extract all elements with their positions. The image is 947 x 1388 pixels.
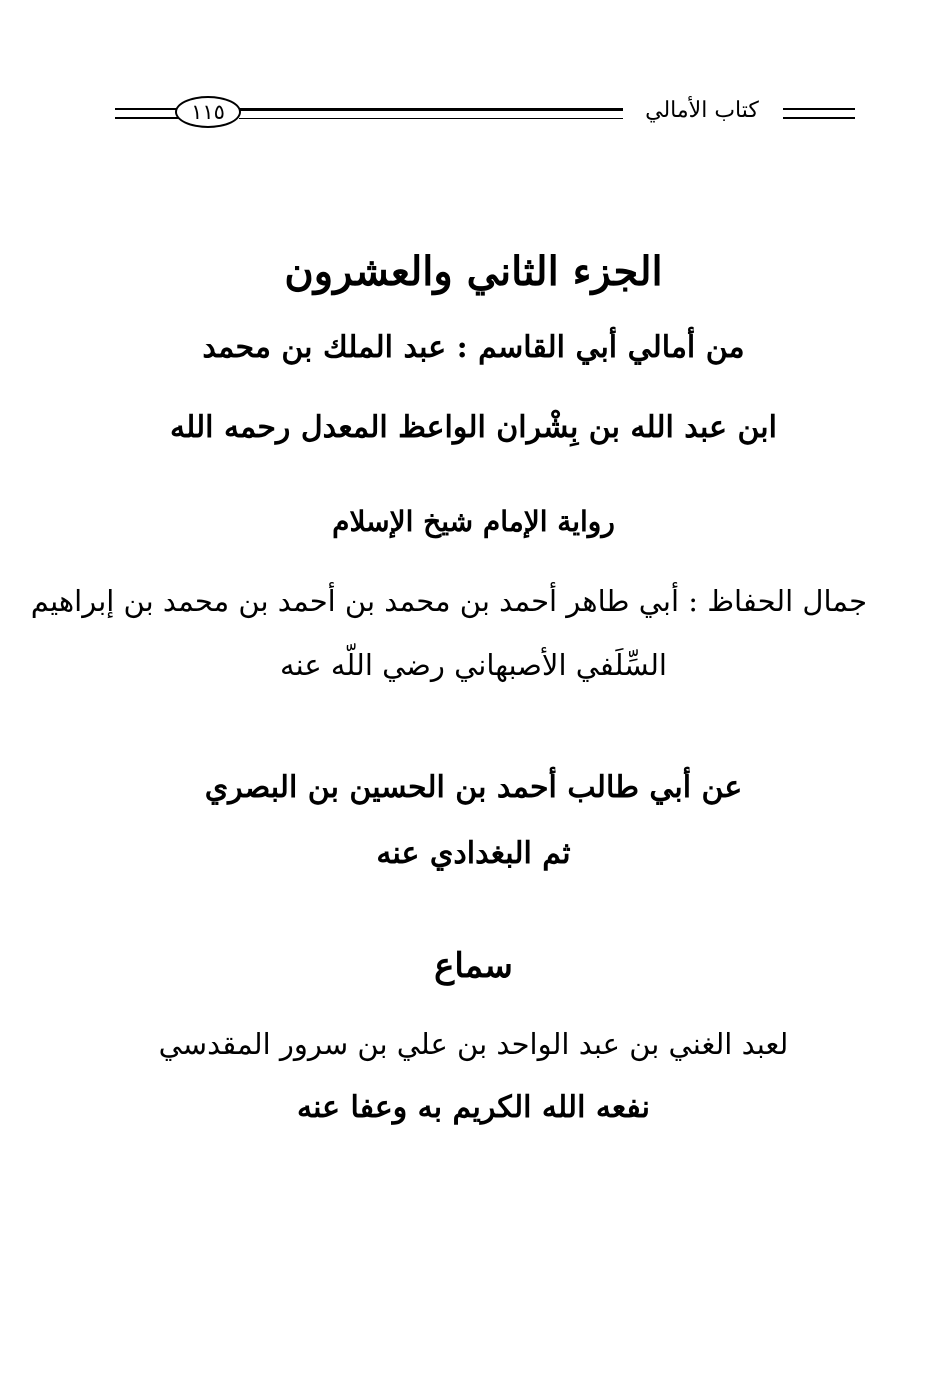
samaa-heading: سماع <box>434 946 513 986</box>
header-rule-middle <box>239 108 623 119</box>
riwaya-line-2: السِّلَفي الأصبهاني رضي اللّه عنه <box>280 648 667 682</box>
an-line-1: عن أبي طالب أحمد بن الحسين بن البصري <box>204 770 743 805</box>
riwaya-heading: رواية الإمام شيخ الإسلام <box>332 505 615 538</box>
samaa-line-2: نفعه الله الكريم به وعفا عنه <box>297 1090 650 1125</box>
riwaya-line-1: جمال الحفاظ : أبي طاهر أحمد بن محمد بن أحمد بن محمد بن إبراهيم <box>30 584 867 618</box>
page-number: ١١٥ <box>175 96 241 128</box>
samaa-line-1: لعبد الغني بن عبد الواحد بن علي بن سرور المقدسي <box>158 1027 789 1061</box>
part-title: الجزء الثاني والعشرون <box>284 248 663 295</box>
header-rule-right <box>783 108 855 119</box>
book-title: كتاب الأمالي <box>645 98 759 123</box>
running-header <box>115 95 855 131</box>
title-line-2: من أمالي أبي القاسم : عبد الملك بن محمد <box>202 330 745 365</box>
an-line-2: ثم البغدادي عنه <box>376 836 571 871</box>
title-line-3: ابن عبد الله بن بِشْران الواعظ المعدل رحمه الله <box>170 410 777 445</box>
